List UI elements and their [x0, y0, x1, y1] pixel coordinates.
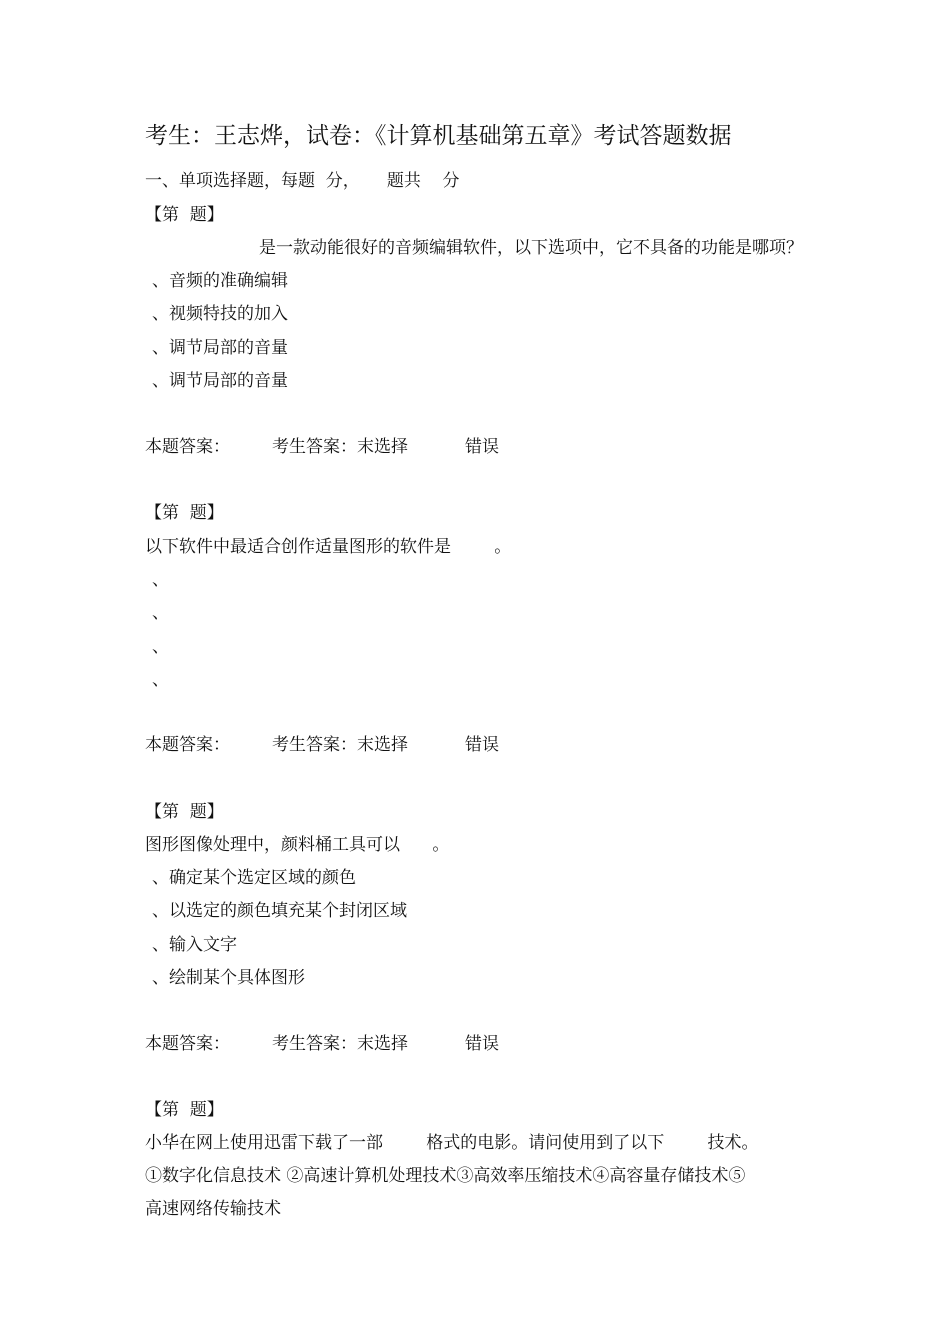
question-3-option: 、确定某个选定区域的颜色	[152, 868, 356, 888]
question-1-header: 【第 题】	[145, 205, 224, 225]
section-heading: 一、单项选择题，每题 分， 题共 分	[145, 171, 460, 191]
question-2-student-answer: 考生答案：末选择	[272, 735, 408, 755]
question-4-stem-line: ①数字化信息技术 ②高速计算机处理技术③高效率压缩技术④高容量存储技术⑤	[145, 1166, 746, 1186]
question-2-answer-label: 本题答案：	[145, 735, 230, 755]
question-1-option: 、调节局部的音量	[152, 371, 288, 391]
question-3-answer-label: 本题答案：	[145, 1034, 230, 1054]
question-4-stem-line: 小华在网上使用迅雷下载了一部 格式的电影。请问使用到了以下 技术。	[145, 1133, 759, 1153]
question-3-header: 【第 题】	[145, 802, 224, 822]
question-4-stem-line: 高速网络传输技术	[145, 1199, 281, 1219]
question-2-option: 、	[152, 670, 169, 690]
question-2-option: 、	[152, 570, 169, 590]
question-4-header: 【第 题】	[145, 1100, 224, 1120]
question-1-result: 错误	[465, 437, 499, 457]
question-1-answer-label: 本题答案：	[145, 437, 230, 457]
question-1-stem: 是一款动能很好的音频编辑软件，以下选项中，它不具备的功能是哪项？	[259, 238, 803, 258]
question-1-option: 、视频特技的加入	[152, 304, 288, 324]
question-1-option: 、音频的准确编辑	[152, 271, 288, 291]
question-3-option: 、以选定的颜色填充某个封闭区域	[152, 901, 407, 921]
question-2-result: 错误	[465, 735, 499, 755]
question-3-stem: 图形图像处理中，颜料桶工具可以 。	[145, 835, 450, 855]
question-1-option: 、调节局部的音量	[152, 338, 288, 358]
question-3-student-answer: 考生答案：末选择	[272, 1034, 408, 1054]
question-2-option: 、	[152, 603, 169, 623]
question-3-result: 错误	[465, 1034, 499, 1054]
question-1-student-answer: 考生答案：末选择	[272, 437, 408, 457]
question-2-stem: 以下软件中最适合创作适量图形的软件是 。	[145, 537, 512, 557]
question-3-option: 、输入文字	[152, 935, 237, 955]
question-3-option: 、绘制某个具体图形	[152, 968, 305, 988]
question-2-option: 、	[152, 637, 169, 657]
page-title: 考生：王志烨，试卷：《计算机基础第五章》考试答题数据	[145, 123, 732, 149]
question-2-header: 【第 题】	[145, 503, 224, 523]
